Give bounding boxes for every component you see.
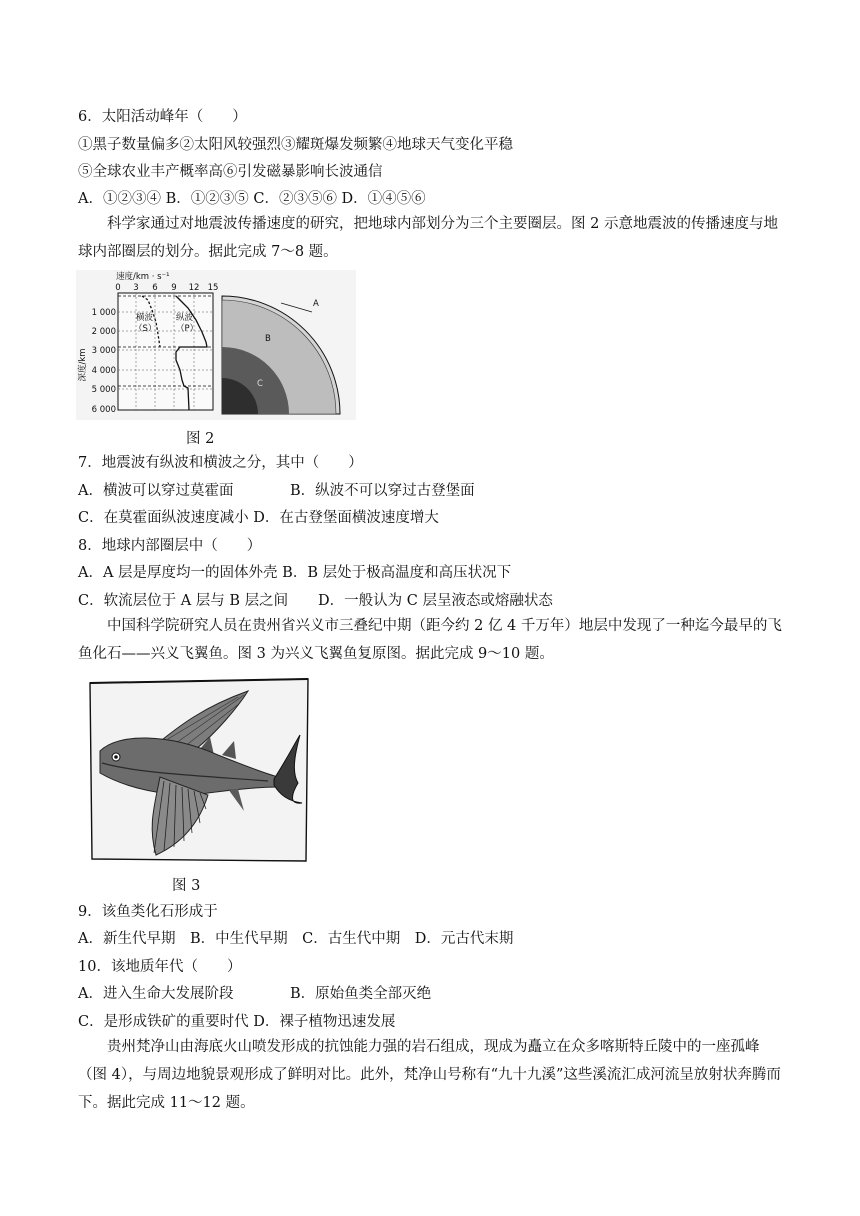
q8-option-d: D．一般认为 C 层呈液态或熔融状态	[318, 593, 553, 609]
seismic-wave-diagram	[76, 270, 356, 420]
intro-11-12: 贵州梵净山由海底火山喷发形成的抗蚀能力强的岩石组成，现成为矗立在众多喀斯特丘陵中的一座孤峰（图 4），与周边地貌景观形成了鲜明对比。此外，梵净山号称有“九十九溪”这些溪流汇成河流呈放射状奔腾而下。据此完成 11～12 题。	[78, 1039, 781, 1111]
depth-tick: 5 000	[91, 385, 116, 395]
intro-7-8: 科学家通过对地震波传播速度的研究，把地球内部划分为三个主要圈层。图 2 示意地震波的传播速度与地球内部圈层的划分。据此完成 7～8 题。	[78, 216, 778, 260]
q6-options: A．①②③④ B．①②③⑤ C．②③⑤⑥ D．①④⑤⑥	[78, 191, 426, 207]
q10-option-b: B．原始鱼类全部灭绝	[290, 986, 432, 1002]
figure-3-caption: 图 3	[172, 878, 201, 894]
depth-tick: 2 000	[91, 327, 116, 337]
q7-options-cd: C．在莫霍面纵波速度减小 D．在古登堡面横波速度增大	[78, 510, 439, 526]
q10-options-cd: C．是形成铁矿的重要时代 D．裸子植物迅速发展	[78, 1014, 396, 1030]
depth-tick: 4 000	[91, 366, 116, 376]
q8-stem: 8．地球内部圈层中（ ）	[78, 538, 262, 554]
layer-c-label: C	[257, 379, 263, 389]
figure-3	[88, 677, 310, 863]
speed-tick: 9	[171, 283, 177, 293]
layer-a-label: A	[313, 299, 319, 309]
depth-tick: 6 000	[91, 405, 116, 415]
layer-b-label: B	[265, 334, 271, 344]
q7-option-b: B．纵波不可以穿过古登堡面	[290, 483, 475, 499]
q9-stem: 9．该鱼类化石形成于	[78, 904, 218, 920]
speed-axis-label: 速度/km · s⁻¹	[116, 272, 170, 282]
q10-stem: 10．该地质年代（ ）	[78, 959, 242, 975]
s-wave-label: 横波	[136, 313, 154, 323]
p-wave-label: 纵波	[176, 313, 194, 323]
speed-tick: 3	[133, 283, 139, 293]
q10-option-a: A．进入生命大发展阶段	[78, 986, 234, 1002]
q6-stem: 6．太阳活动峰年（ ）	[78, 109, 247, 125]
q7-stem: 7．地震波有纵波和横波之分，其中（ ）	[78, 455, 363, 471]
speed-tick: 12	[188, 283, 200, 293]
depth-tick: 1 000	[91, 308, 116, 318]
s-wave-abbr: （S）	[134, 324, 157, 334]
speed-tick: 0	[115, 283, 121, 293]
figure-2	[76, 270, 356, 420]
q8-option-c: C．软流层位于 A 层与 B 层之间	[78, 593, 289, 609]
depth-tick: 3 000	[91, 346, 116, 356]
depth-axis-label: 深度/km	[78, 348, 88, 382]
speed-tick: 15	[207, 283, 219, 293]
q9-options: A．新生代早期 B．中生代早期 C．古生代中期 D．元古代末期	[78, 931, 514, 947]
q6-items-line1: ①黑子数量偏多②太阳风较强烈③耀斑爆发频繁④地球天气变化平稳	[78, 137, 513, 153]
q8-options-ab: A．A 层是厚度均一的固体外壳 B．B 层处于极高温度和高压状况下	[78, 565, 512, 581]
intro-9-10: 中国科学院研究人员在贵州省兴义市三叠纪中期（距今约 2 亿 4 千万年）地层中发现了一种迄今最早的飞鱼化石——兴义飞翼鱼。图 3 为兴义飞翼鱼复原图。据此完成 9～10 题。	[78, 618, 782, 662]
figure-2-caption: 图 2	[186, 431, 215, 447]
flying-fish-illustration	[88, 677, 310, 863]
speed-tick: 6	[152, 283, 158, 293]
q7-option-a: A．横波可以穿过莫霍面	[78, 483, 234, 499]
p-wave-abbr: （P）	[176, 324, 199, 334]
q6-items-line2: ⑤全球农业丰产概率高⑥引发磁暴影响长波通信	[78, 164, 383, 180]
